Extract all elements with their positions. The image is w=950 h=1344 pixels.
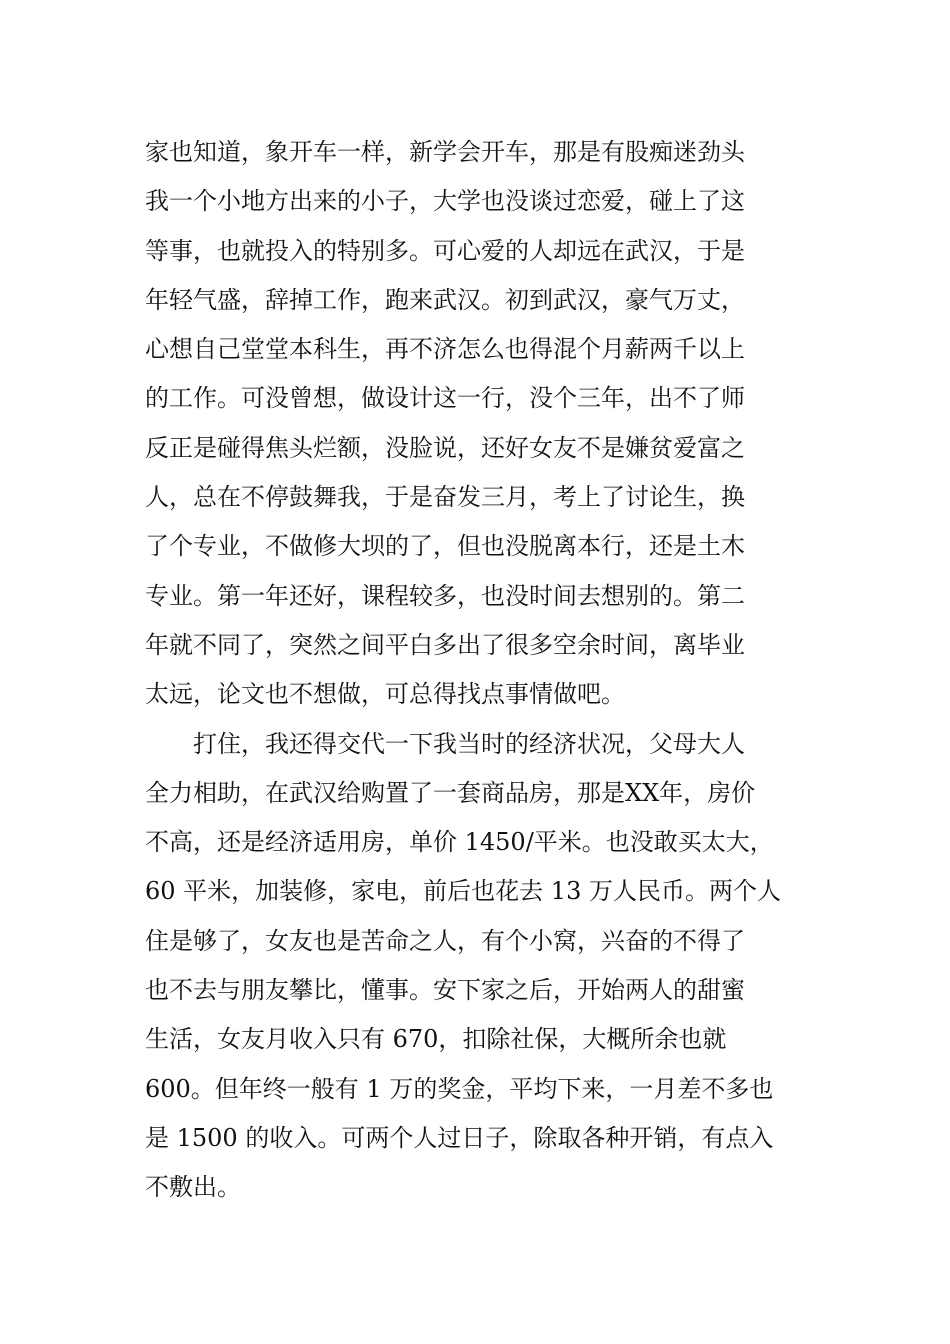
text-line: 住是够了，女友也是苦命之人，有个小窝，兴奋的不得了 — [145, 926, 745, 955]
body-text — [145, 128, 825, 1213]
text-line: 了个专业，不做修大坝的了，但也没脱离本行，还是土木 — [145, 532, 745, 561]
text-line: 心想自己堂堂本科生，再不济怎么也得混个月薪两千以上 — [145, 335, 745, 364]
paragraph-start-line: 打住，我还得交代一下我当时的经济状况，父母大人 — [193, 729, 745, 758]
text-line: 是 1500 的收入。可两个人过日子，除取各种开销，有点入 — [145, 1123, 774, 1152]
text-line: 生活，女友月收入只有 670，扣除社保，大概所余也就 — [145, 1025, 727, 1054]
text-line: 太远，论文也不想做，可总得找点事情做吧。 — [145, 680, 625, 709]
text-line: 我一个小地方出来的小子，大学也没谈过恋爱，碰上了这 — [145, 187, 745, 216]
text-line: 年轻气盛，辞掉工作，跑来武汉。初到武汉，豪气万丈， — [145, 285, 745, 314]
text-line: 人，总在不停鼓舞我，于是奋发三月，考上了讨论生，换 — [145, 483, 745, 512]
text-line: 专业。第一年还好，课程较多，也没时间去想别的。第二 — [145, 581, 745, 610]
text-line: 600。但年终一般有 1 万的奖金，平均下来，一月差不多也 — [145, 1074, 774, 1103]
text-line: 的工作。可没曾想，做设计这一行，没个三年，出不了师 — [145, 384, 745, 413]
text-line: 年就不同了，突然之间平白多出了很多空余时间，离毕业 — [145, 630, 745, 659]
text-line: 60 平米，加装修，家电，前后也花去 13 万人民币。两个人 — [145, 877, 781, 906]
text-line: 也不去与朋友攀比，懂事。安下家之后，开始两人的甜蜜 — [145, 976, 745, 1005]
text-line: 不敷出。 — [145, 1173, 241, 1202]
text-line: 全力相助，在武汉给购置了一套商品房，那是XX年，房价 — [145, 778, 756, 807]
text-line: 不高，还是经济适用房，单价 1450/平米。也没敢买太大， — [145, 828, 774, 857]
text-line: 反正是碰得焦头烂额，没脸说，还好女友不是嫌贫爱富之 — [145, 433, 745, 462]
text-line: 等事，也就投入的特别多。可心爱的人却远在武汉，于是 — [145, 236, 745, 265]
text-line: 家也知道，象开车一样，新学会开车，那是有股痴迷劲头 — [145, 138, 745, 166]
